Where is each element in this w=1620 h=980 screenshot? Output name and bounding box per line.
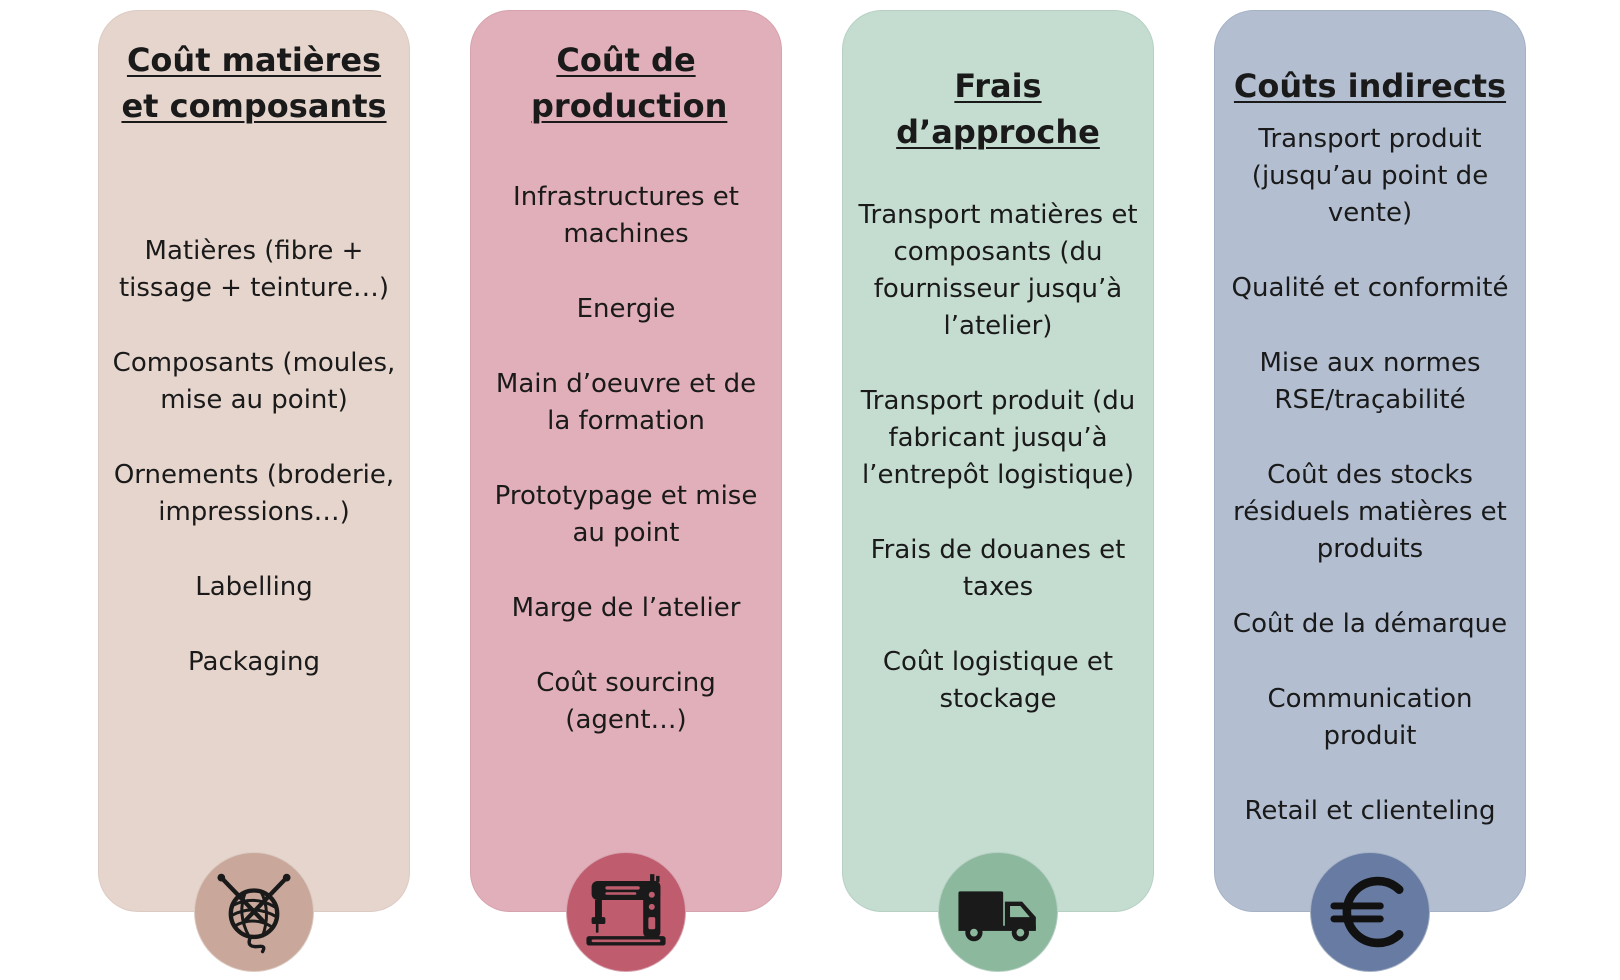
list-item: Matières (fibre + tissage + teinture…) [118, 236, 390, 303]
list-item: Infrastructures et machines [513, 182, 739, 249]
list-item: Communication produit [1267, 684, 1473, 751]
list-item: Labelling [195, 572, 313, 602]
sewing-machine-badge [566, 852, 686, 972]
column-title: Frais d’approche [896, 67, 1100, 151]
list-item: Ornements (broderie, impressions…) [113, 460, 395, 527]
euro-icon [1327, 869, 1413, 955]
list-item: Retail et clienteling [1244, 796, 1496, 826]
column-title: Coûts indirects [1233, 67, 1507, 105]
yarn-ball-badge [194, 852, 314, 972]
list-item: Coût des stocks résiduels matières et produits [1233, 460, 1507, 564]
sewing-machine-icon [583, 869, 669, 955]
truck-icon [955, 869, 1041, 955]
item-list [99, 233, 409, 681]
truck-badge [938, 852, 1058, 972]
item-list [471, 179, 781, 739]
list-item: Marge de l’atelier [511, 593, 741, 623]
item-list [1215, 121, 1525, 830]
list-item: Composants (moules, mise au point) [112, 348, 396, 415]
yarn-ball-icon [211, 869, 297, 955]
list-item: Transport produit (jusqu’au point de vente) [1251, 124, 1489, 228]
list-item: Energie [576, 294, 676, 324]
column-title: Coût de production [531, 41, 728, 125]
list-item: Coût de la démarque [1232, 609, 1508, 639]
column-production [470, 10, 782, 912]
item-list [843, 197, 1153, 718]
column-approach [842, 10, 1154, 912]
list-item: Prototypage et mise au point [494, 481, 758, 548]
list-item: Coût sourcing (agent…) [536, 668, 716, 735]
euro-badge [1310, 852, 1430, 972]
list-item: Transport produit (du fabricant jusqu’à l’entrepôt logistique) [860, 386, 1136, 490]
column-title: Coût matières et composants [121, 41, 387, 125]
list-item: Qualité et conformité [1231, 273, 1509, 303]
list-item: Packaging [188, 647, 320, 677]
list-item: Mise aux normes RSE/traçabilité [1259, 348, 1481, 415]
list-item: Frais de douanes et taxes [870, 535, 1126, 602]
column-materials [98, 10, 410, 912]
list-item: Transport matières et composants (du fournisseur jusqu’à l’atelier) [858, 200, 1138, 341]
list-item: Coût logistique et stockage [882, 647, 1114, 714]
list-item: Main d’oeuvre et de la formation [495, 369, 757, 436]
column-indirect [1214, 10, 1526, 912]
